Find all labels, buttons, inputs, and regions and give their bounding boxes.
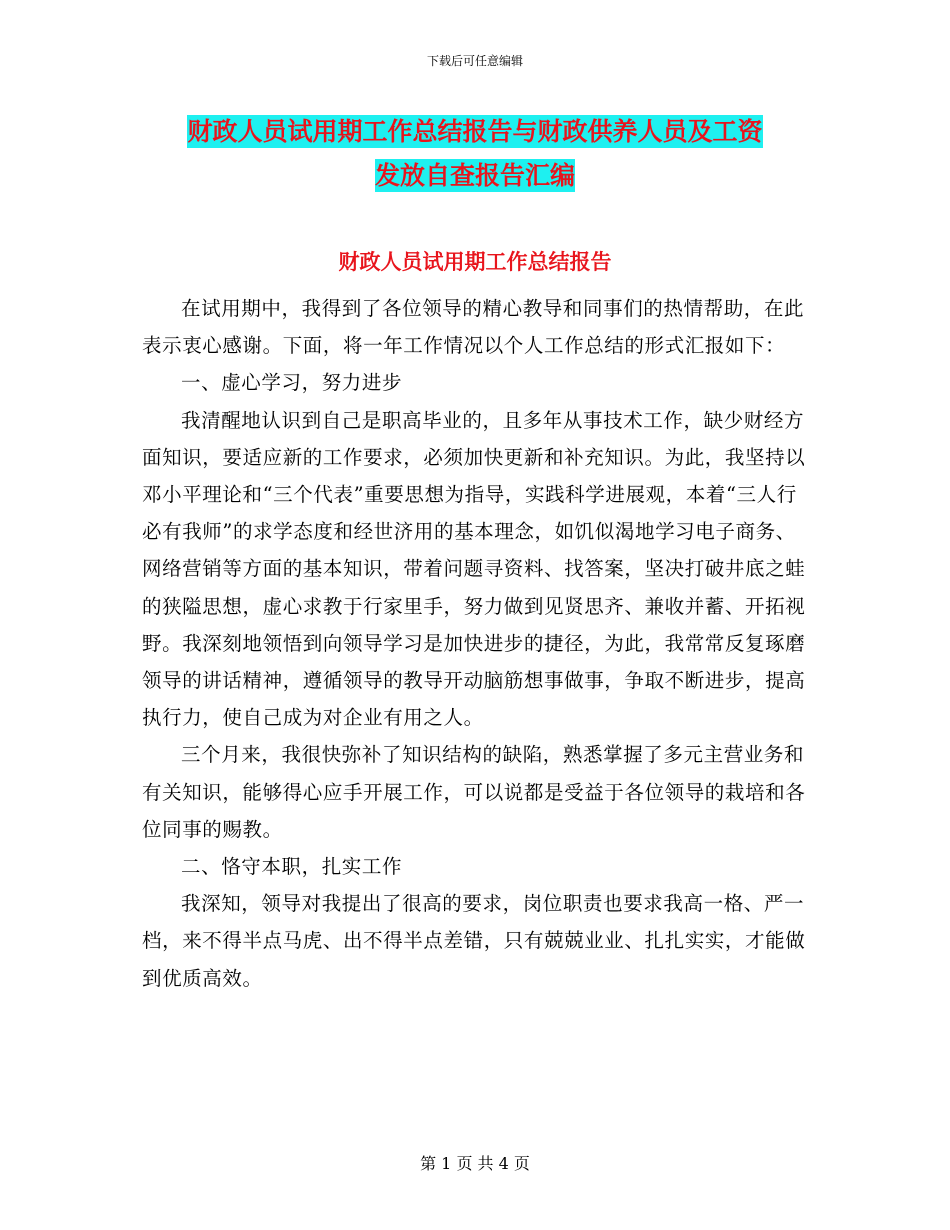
page-number: 第 1 页 共 4 页 (420, 1154, 530, 1173)
paragraph-duty: 我深知，领导对我提出了很高的要求，岗位职责也要求我高一格、严一档，来不得半点马虎、出不得半点差错，只有兢兢业业、扎扎实实，才能做到优质高效。 (142, 892, 806, 990)
download-note: 下载后可任意编辑 (426, 54, 523, 68)
paragraph-learning: 我清醒地认识到自己是职高毕业的，且多年从事技术工作，缺少财经方面知识，要适应新的工作要求，必须加快更新和补充知识。为此，我坚持以邓小平理论和“三个代表”重要思想为指导，实践科学进展观，本着“三人行必有我师”的求学态度和经世济用的基本理念，如饥似渴地学习电子商务、网络营销等方面的基本知识，带着问题寻资料、找答案，坚决打破井底之蛙的狭隘思想，虚心求教于行家里手，努力做到见贤思齐、兼收并蓄、开拓视野。我深刻地领悟到向领导学习是加快进步的捷径，为此，我常常反复琢磨领导的讲话精神，遵循领导的教导开动脑筋想事做事，争取不断进步，提高执行力，使自己成为对企业有用之人。 (142, 408, 806, 730)
heading-duty: 二、恪守本职，扎实工作 (181, 855, 403, 879)
paragraph-intro: 在试用期中，我得到了各位领导的精心教导和同事们的热情帮助，在此表示衷心感谢。下面，将一年工作情况以个人工作总结的形式汇报如下： (142, 297, 805, 358)
document-title (0, 110, 950, 198)
section-title: 财政人员试用期工作总结报告 (338, 250, 612, 274)
title-line-2: 发放自查报告汇编 (374, 161, 575, 190)
document-body (142, 290, 812, 997)
title-line-1: 财政人员试用期工作总结报告与财政供养人员及工资 (187, 117, 763, 146)
paragraph-progress: 三个月来，我很快弥补了知识结构的缺陷，熟悉掌握了多元主营业务和有关知识，能够得心应手开展工作，可以说都是受益于各位领导的栽培和各位同事的赐教。 (142, 743, 806, 841)
heading-learning: 一、虚心学习，努力进步 (181, 371, 403, 395)
